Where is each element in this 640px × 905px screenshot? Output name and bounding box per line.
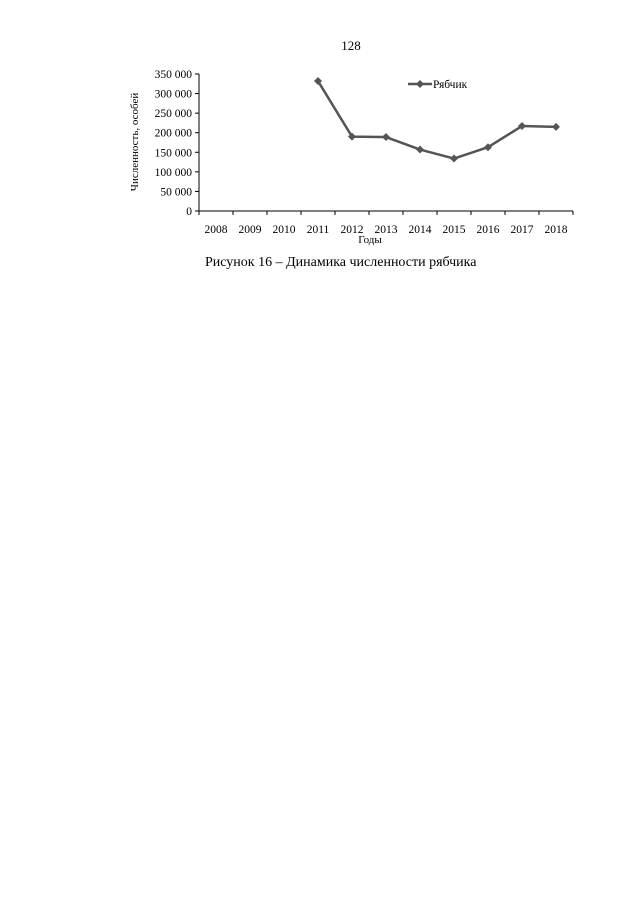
y-tick-label: 0 bbox=[186, 206, 192, 218]
x-tick-label: 2016 bbox=[476, 224, 500, 236]
x-tick-label: 2013 bbox=[374, 224, 398, 236]
legend-marker bbox=[416, 80, 424, 88]
x-axis-label: Годы bbox=[358, 234, 382, 246]
y-tick-label: 100 000 bbox=[154, 166, 192, 179]
x-axis bbox=[199, 211, 573, 236]
x-tick-label: 2017 bbox=[510, 224, 534, 236]
x-tick-label: 2012 bbox=[340, 224, 364, 236]
y-tick-label: 300 000 bbox=[154, 88, 192, 101]
data-point bbox=[552, 123, 560, 131]
x-tick-label: 2015 bbox=[442, 224, 466, 236]
legend bbox=[408, 79, 468, 91]
y-axis-label: Численность, особей bbox=[129, 92, 141, 192]
x-tick-label: 2008 bbox=[204, 224, 228, 236]
y-tick-label: 250 000 bbox=[154, 108, 192, 121]
data-point bbox=[416, 146, 424, 154]
x-tick-label: 2011 bbox=[306, 224, 330, 236]
figure-caption: Рисунок 16 – Динамика численности рябчика bbox=[205, 255, 477, 270]
x-tick-label: 2010 bbox=[272, 224, 296, 236]
data-point bbox=[450, 155, 458, 163]
y-tick-label: 200 000 bbox=[154, 127, 192, 140]
data-point bbox=[382, 133, 390, 141]
series-line bbox=[318, 81, 556, 159]
y-tick-label: 350 000 bbox=[154, 69, 192, 81]
line-chart bbox=[0, 0, 640, 250]
x-tick-label: 2009 bbox=[238, 224, 262, 236]
y-tick-label: 150 000 bbox=[154, 147, 192, 160]
legend-label: Рябчик bbox=[433, 79, 468, 91]
x-tick-label: 2014 bbox=[408, 224, 432, 236]
y-tick-label: 50 000 bbox=[160, 186, 192, 199]
x-tick-label: 2018 bbox=[544, 224, 568, 236]
page-number: 128 bbox=[341, 38, 361, 53]
y-axis bbox=[155, 69, 199, 218]
